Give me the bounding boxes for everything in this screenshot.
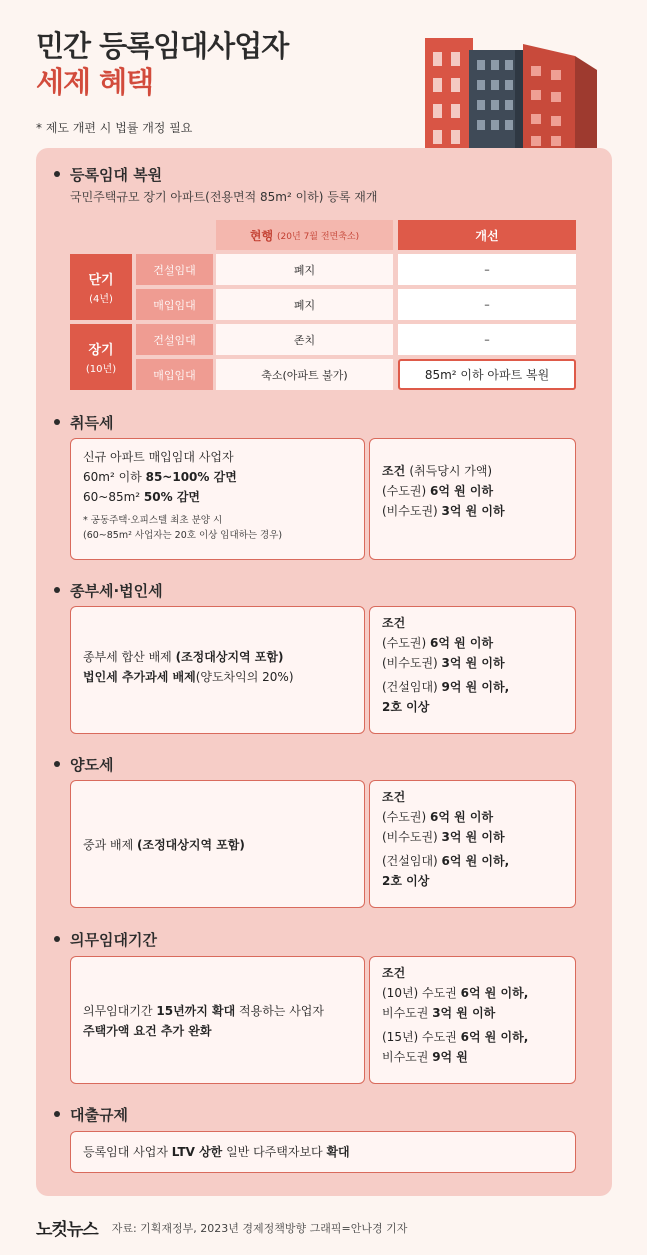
group-long-term: 장기 (10년) [70, 324, 132, 390]
bullet-icon [54, 1111, 60, 1117]
bullet-icon [54, 936, 60, 942]
row-current: 폐지 [216, 254, 393, 285]
row-current: 축소(아파트 불가) [216, 359, 393, 390]
acquisition-condition-box: 조건 (취득당시 가액) (수도권) 6억 원 이하 (비수도권) 3억 원 이하 [369, 438, 576, 560]
bullet-icon [54, 587, 60, 593]
bullet-icon [54, 761, 60, 767]
row-category: 매입임대 [136, 289, 213, 320]
row-category: 매입임대 [136, 359, 213, 390]
row-improved: – [398, 289, 576, 320]
comprehensive-condition-box: 조건 (수도권) 6억 원 이하 (비수도권) 3억 원 이하 (건설임대) 9억 원 이하, 2호 이상 [369, 606, 576, 734]
period-condition-box: 조건 (10년) 수도권 6억 원 이하, 비수도권 3억 원 이하 (15년) 수도권 6억 원 이하, 비수도권 9억 원 [369, 956, 576, 1084]
transfer-benefit-box: 중과 배제 (조정대상지역 포함) [70, 780, 365, 908]
section-title-registration: 등록임대 복원 [54, 164, 162, 185]
loan-benefit-box: 등록임대 사업자 LTV 상한 일반 다주택자보다 확대 [70, 1131, 576, 1173]
period-benefit-box: 의무임대기간 15년까지 확대 적용하는 사업자 주택가액 요건 추가 완화 [70, 956, 365, 1084]
row-current: 존치 [216, 324, 393, 355]
section-title-acquisition-tax: 취득세 [54, 412, 113, 433]
acquisition-benefit-box: 신규 아파트 매입임대 사업자 60m² 이하 85~100% 감면 60~85m² 50% 감면 * 공동주택·오피스텔 최초 분양 시 (60~85m² 사업자는 20호 이상 임대하는 경우) [70, 438, 365, 560]
nocut-news-logo: 노컷뉴스 [36, 1220, 98, 1240]
page-title-highlight: 세제 혜택 [36, 65, 154, 99]
bullet-icon [54, 419, 60, 425]
row-current: 폐지 [216, 289, 393, 320]
section-title-loan-regulation: 대출규제 [54, 1104, 128, 1125]
section-subtitle: 국민주택규모 장기 아파트(전용면적 85m² 이하) 등록 재개 [70, 190, 378, 204]
row-category: 건설임대 [136, 254, 213, 285]
header-improved: 개선 [398, 220, 576, 250]
row-improved-highlight: 85m² 이하 아파트 복원 [398, 359, 576, 390]
title-block [36, 28, 288, 100]
footer [36, 1215, 407, 1240]
buildings-illustration [425, 30, 605, 155]
row-category: 건설임대 [136, 324, 213, 355]
header-current: 현행 (20년 7월 전면축소) [216, 220, 393, 250]
comprehensive-benefit-box: 종부세 합산 배제 (조정대상지역 포함) 법인세 추가과세 배제(양도차익의 20%) [70, 606, 365, 734]
section-title-mandatory-period: 의무임대기간 [54, 929, 157, 950]
row-improved: – [398, 324, 576, 355]
legal-note: * 제도 개편 시 법률 개정 필요 [36, 121, 193, 135]
section-title-transfer-tax: 양도세 [54, 754, 113, 775]
row-improved: – [398, 254, 576, 285]
page-title: 민간 등록임대사업자 [36, 29, 289, 63]
section-title-comprehensive-tax: 종부세·법인세 [54, 580, 163, 601]
transfer-condition-box: 조건 (수도권) 6억 원 이하 (비수도권) 3억 원 이하 (건설임대) 6억 원 이하, 2호 이상 [369, 780, 576, 908]
source-credit: 자료: 기획재정부, 2023년 경제정책방향 그래픽=안나경 기자 [111, 1221, 408, 1235]
bullet-icon [54, 171, 60, 177]
group-short-term: 단기 (4년) [70, 254, 132, 320]
